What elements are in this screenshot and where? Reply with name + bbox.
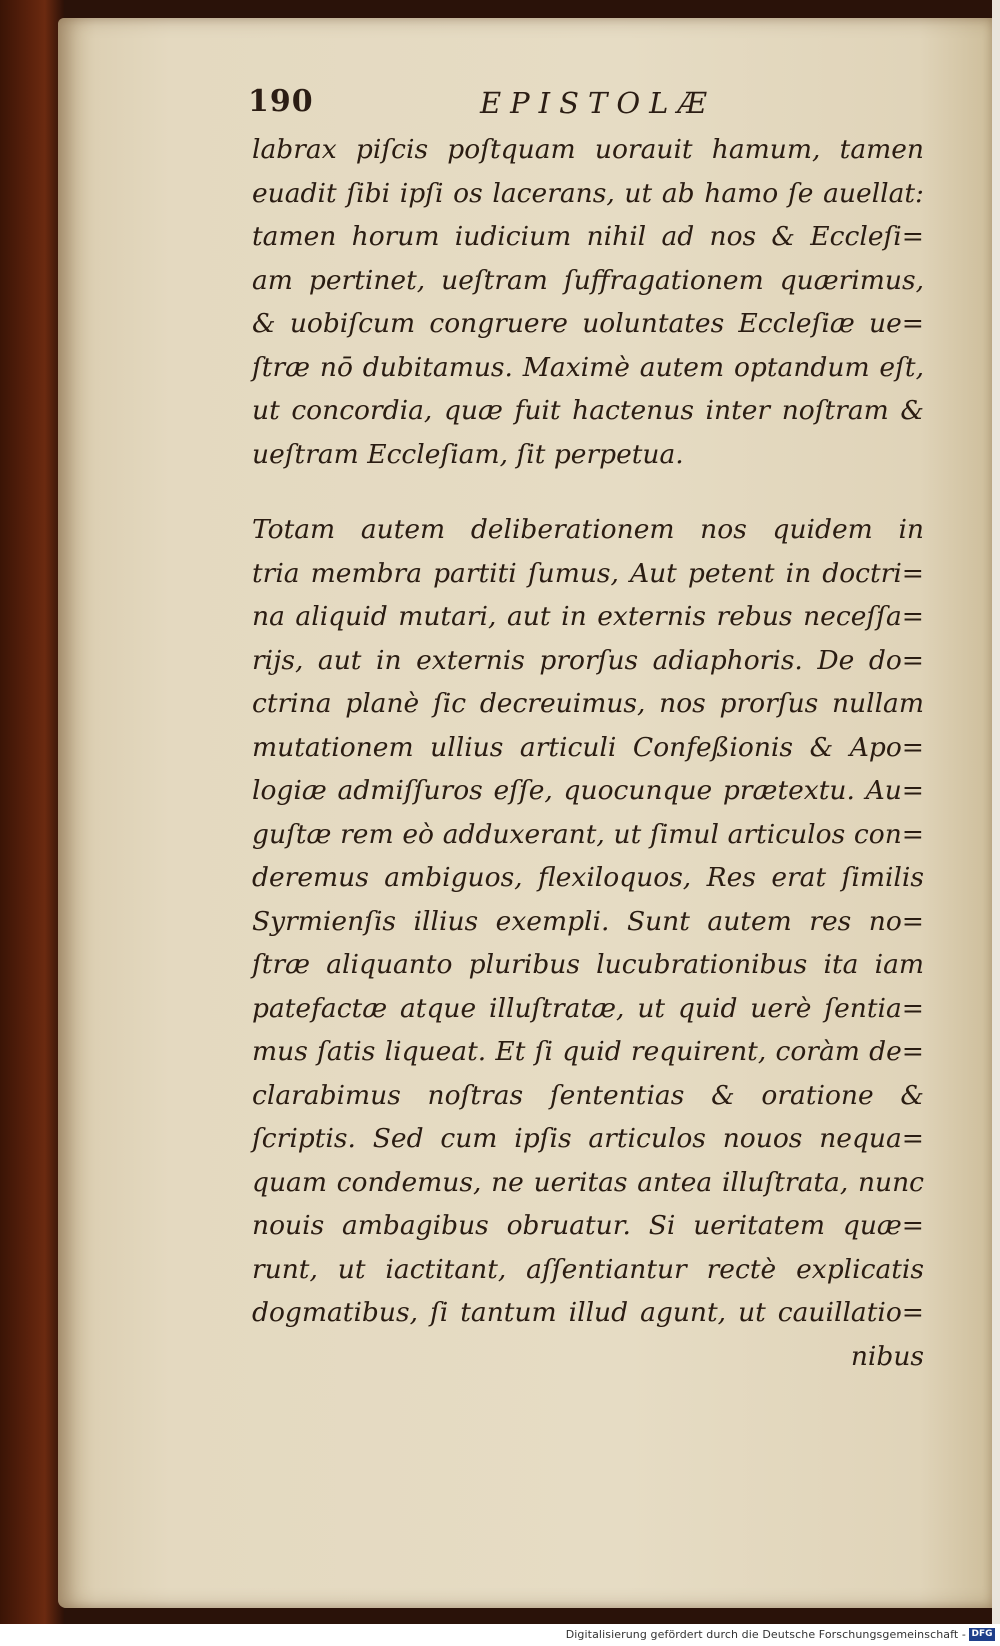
text-line: na aliquid mutari, aut in externis rebus neceſſa= [252,601,924,632]
page-header [248,84,948,128]
dfg-logo-icon: DFG [969,1628,995,1641]
text-line: ctrina planè ſic decreuimus, nos prorſus nullam [252,688,924,719]
text-line: dogmatibus, ſi tantum illud agunt, ut cauillatio= [252,1297,924,1328]
text-line: patefactæ atque illuſtratæ, ut quid uerè ſentia= [252,992,924,1024]
paragraph-2 [252,508,924,1378]
text-line: runt, ut iactitant, aſſentiantur rectè explicatis [252,1253,924,1285]
text-line: tria membra partiti ſumus, Aut petent in doctri= [252,557,924,589]
text-line: ſtræ nō dubitamus. Maximè autem optandum eſt, [252,351,924,383]
funding-credit: Digitalisierung gefördert durch die Deutsche Forschungsgemeinschaft - [565,1628,966,1641]
page-number: 190 [248,84,314,119]
text-line: mus ſatis liqueat. Et ſi quid requirent, coràm de= [252,1036,924,1067]
text-line: ſcriptis. Sed cum ipſis articulos nouos nequa= [252,1123,924,1154]
book-binding [0,0,64,1624]
text-line: clarabimus noſtras ſententias & oratione & [252,1079,924,1111]
running-head: EPISTOLÆ [480,86,716,120]
catchword: nibus [850,1340,924,1372]
text-line: & uobiſcum congruere uoluntates Eccleſiæ ue= [252,308,924,339]
footer-bar [0,1624,1000,1646]
text-line: deremus ambiguos, flexiloquos, Res erat ſimilis [252,862,924,893]
text-line: guſtæ rem eò adduxerant, ut ſimul articulos con= [252,818,924,850]
text-line: logiæ admiſſuros eſſe, quocunque prætextu. Au= [252,775,924,806]
page-edge [992,0,1000,1624]
text-line: rijs, aut in externis prorſus adiaphoris. De do= [252,644,924,676]
text-line: euadit ſibi ipſi os lacerans, ut ab hamo ſe auellat: [252,177,924,209]
text-line: mutationem ullius articuli Confeßionis & Apo= [252,731,924,763]
text-line: labrax piſcis poſtquam uorauit hamum, tamen [252,134,924,165]
text-line: Totam autem deliberationem nos quidem in [252,514,924,545]
text-line: am pertinet, ueſtram ſuffragationem quærimus, [252,264,924,296]
text-line: ueſtram Eccleſiam, ſit perpetua. [252,438,684,470]
paragraph-1 [252,128,924,476]
text-line: Syrmienſis illius exempli. Sunt autem res no= [252,905,924,937]
text-line: ut concordia, quæ fuit hactenus inter noſtram & [252,395,924,426]
text-line: tamen horum iudicium nihil ad nos & Eccleſi= [252,221,924,252]
text-line: ſtræ aliquanto pluribus lucubrationibus ita iam [252,949,924,980]
text-line: quam condemus, ne ueritas antea illuſtrata, nunc [252,1166,924,1198]
text-line: nouis ambagibus obruatur. Si ueritatem quæ= [252,1210,924,1241]
